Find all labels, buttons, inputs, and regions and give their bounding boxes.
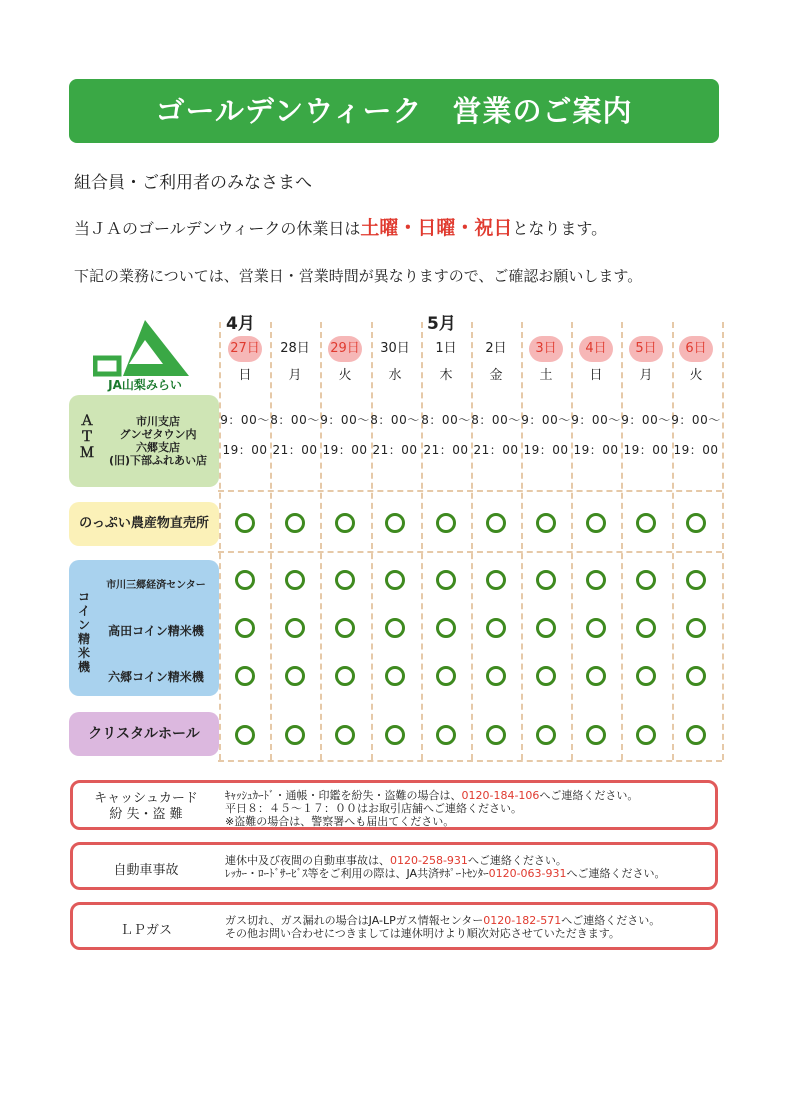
info-text: 平日８：４５〜１７：００はお取引店舗へご連絡ください。 bbox=[225, 802, 522, 815]
open-circle-icon bbox=[536, 513, 556, 533]
holiday-days: 土曜・日曜・祝日 bbox=[360, 217, 513, 239]
open-circle-icon bbox=[436, 513, 456, 533]
greeting: 組合員・ご利用者のみなさまへ bbox=[74, 173, 312, 193]
holiday-line bbox=[74, 213, 607, 240]
open-circle-icon bbox=[385, 618, 405, 638]
day-date: 28日 bbox=[280, 341, 310, 356]
grid-hline bbox=[218, 551, 722, 553]
open-circle-icon bbox=[235, 618, 255, 638]
open-circle-icon bbox=[586, 666, 606, 686]
info-cashcard-body bbox=[225, 789, 638, 828]
title-banner bbox=[69, 79, 719, 143]
atm-open-time: 9：00〜 bbox=[621, 413, 671, 427]
open-circle-icon bbox=[586, 513, 606, 533]
coin-row-label: 高田コイン精米機 bbox=[108, 624, 204, 638]
grid-vline bbox=[672, 322, 674, 760]
day-date: 2日 bbox=[485, 341, 507, 356]
day-weekday: 日 bbox=[238, 368, 252, 383]
open-circle-icon bbox=[486, 725, 506, 745]
atm-close-time: 21：00 bbox=[372, 443, 418, 457]
day-weekday: 水 bbox=[388, 368, 402, 383]
atm-open-time: 9：00〜 bbox=[671, 413, 721, 427]
open-circle-icon bbox=[536, 618, 556, 638]
info-lpgas-label: ＬＰガス bbox=[119, 923, 172, 938]
day-weekday: 火 bbox=[338, 368, 352, 383]
open-circle-icon bbox=[385, 725, 405, 745]
grid-vline bbox=[521, 322, 523, 760]
day-date: 30日 bbox=[380, 341, 410, 356]
day-weekday: 土 bbox=[539, 368, 553, 383]
atm-close-time: 19：00 bbox=[673, 443, 719, 457]
open-circle-icon bbox=[235, 725, 255, 745]
open-circle-icon bbox=[636, 725, 656, 745]
open-circle-icon bbox=[686, 618, 706, 638]
crystal-label: クリスタルホール bbox=[88, 726, 200, 742]
info-car-body bbox=[225, 854, 666, 880]
open-circle-icon bbox=[436, 725, 456, 745]
grid-vline bbox=[371, 322, 373, 760]
open-circle-icon bbox=[335, 618, 355, 638]
phone-number: 0120-063-931 bbox=[488, 867, 567, 880]
atm-heading: ＡＴＭ bbox=[80, 413, 94, 461]
info-lpgas-body bbox=[225, 914, 660, 940]
open-circle-icon bbox=[636, 570, 656, 590]
nopporui-label: のっぷい農産物直売所 bbox=[79, 516, 209, 531]
nopporui-label-box bbox=[69, 502, 219, 546]
info-car-accident bbox=[70, 842, 718, 890]
open-circle-icon bbox=[285, 570, 305, 590]
open-circle-icon bbox=[536, 666, 556, 686]
atm-location: グンゼタウン内 bbox=[119, 428, 197, 441]
grid-hline bbox=[218, 490, 722, 492]
info-car-label: 自動車事故 bbox=[113, 863, 179, 878]
open-circle-icon bbox=[536, 570, 556, 590]
open-circle-icon bbox=[636, 513, 656, 533]
open-circle-icon bbox=[235, 570, 255, 590]
day-date: 29日 bbox=[328, 336, 362, 362]
info-text: その他お問い合わせにつきましては連休明けより順次対応させていただきます。 bbox=[225, 927, 620, 940]
grid-vline bbox=[571, 322, 573, 760]
coin-row-label: 市川三郷経済センター bbox=[106, 580, 206, 591]
holiday-line-post: となります。 bbox=[512, 219, 608, 238]
open-circle-icon bbox=[586, 570, 606, 590]
coin-row-label: 六郷コイン精米機 bbox=[108, 670, 204, 684]
open-circle-icon bbox=[285, 666, 305, 686]
info-cashcard bbox=[70, 780, 718, 830]
atm-open-time: 8：00〜 bbox=[421, 413, 471, 427]
open-circle-icon bbox=[335, 725, 355, 745]
atm-location: (旧)下部ふれあい店 bbox=[108, 454, 208, 467]
open-circle-icon bbox=[335, 666, 355, 686]
open-circle-icon bbox=[486, 618, 506, 638]
open-circle-icon bbox=[285, 513, 305, 533]
open-circle-icon bbox=[385, 666, 405, 686]
grid-hline bbox=[218, 760, 722, 762]
atm-open-time: 9：00〜 bbox=[571, 413, 621, 427]
month-april: 4月 bbox=[226, 314, 255, 334]
grid-vline bbox=[270, 322, 272, 760]
atm-location: 市川支店 bbox=[136, 415, 180, 428]
info-lpgas bbox=[70, 902, 718, 950]
open-circle-icon bbox=[385, 570, 405, 590]
open-circle-icon bbox=[636, 666, 656, 686]
info-text: ※盗難の場合は、警察署へも届出てください。 bbox=[225, 815, 455, 828]
day-weekday: 月 bbox=[288, 368, 302, 383]
month-may: 5月 bbox=[427, 314, 456, 334]
phone-number: 0120-184-106 bbox=[461, 789, 540, 802]
atm-close-time: 21：00 bbox=[272, 443, 318, 457]
open-circle-icon bbox=[335, 513, 355, 533]
info-label-line: 紛 失・盗 難 bbox=[109, 807, 183, 822]
grid-vline bbox=[471, 322, 473, 760]
atm-close-time: 19：00 bbox=[322, 443, 368, 457]
open-circle-icon bbox=[686, 725, 706, 745]
open-circle-icon bbox=[586, 618, 606, 638]
day-weekday: 日 bbox=[589, 368, 603, 383]
open-circle-icon bbox=[285, 725, 305, 745]
open-circle-icon bbox=[335, 570, 355, 590]
open-circle-icon bbox=[586, 725, 606, 745]
day-weekday: 月 bbox=[639, 368, 653, 383]
page-title: ゴールデンウィーク 営業のご案内 bbox=[155, 94, 633, 128]
crystal-label-box bbox=[69, 712, 219, 756]
phone-number: 0120-258-931 bbox=[390, 854, 468, 867]
info-text: へご連絡ください。 bbox=[467, 854, 567, 867]
open-circle-icon bbox=[436, 618, 456, 638]
atm-label-box bbox=[69, 395, 219, 487]
notice-text: 下記の業務については、営業日・営業時間が異なりますので、ご確認お願いします。 bbox=[74, 267, 643, 285]
open-circle-icon bbox=[536, 725, 556, 745]
open-circle-icon bbox=[486, 513, 506, 533]
coin-label-box bbox=[69, 560, 219, 696]
day-date: 5日 bbox=[629, 336, 663, 362]
atm-open-time: 9：00〜 bbox=[320, 413, 370, 427]
open-circle-icon bbox=[285, 618, 305, 638]
open-circle-icon bbox=[636, 618, 656, 638]
open-circle-icon bbox=[385, 513, 405, 533]
atm-close-time: 19：00 bbox=[573, 443, 619, 457]
info-cashcard-label bbox=[73, 791, 219, 823]
open-circle-icon bbox=[436, 570, 456, 590]
atm-close-time: 19：00 bbox=[222, 443, 268, 457]
coin-heading: コイン精米機 bbox=[77, 590, 90, 674]
atm-close-time: 19：00 bbox=[523, 443, 569, 457]
atm-close-time: 19：00 bbox=[623, 443, 669, 457]
info-text: ﾚｯｶｰ・ﾛｰﾄﾞｻｰﾋﾞｽ等をご利用の際は、JA共済ｻﾎﾟｰﾄｾﾝﾀｰ bbox=[225, 867, 489, 880]
info-text: 連休中及び夜間の自動車事故は、 bbox=[225, 854, 390, 867]
open-circle-icon bbox=[436, 666, 456, 686]
atm-open-time: 9：00〜 bbox=[220, 413, 270, 427]
atm-close-time: 21：00 bbox=[473, 443, 519, 457]
open-circle-icon bbox=[486, 570, 506, 590]
open-circle-icon bbox=[686, 513, 706, 533]
day-weekday: 金 bbox=[489, 368, 503, 383]
info-text: へご連絡ください。 bbox=[539, 789, 639, 802]
info-text: へご連絡ください。 bbox=[566, 867, 666, 880]
info-label-line: キャッシュカード bbox=[94, 791, 198, 806]
atm-open-time: 8：00〜 bbox=[270, 413, 320, 427]
grid-vline bbox=[219, 322, 221, 760]
atm-open-time: 8：00〜 bbox=[471, 413, 521, 427]
open-circle-icon bbox=[686, 570, 706, 590]
open-circle-icon bbox=[486, 666, 506, 686]
day-date: 4日 bbox=[579, 336, 613, 362]
atm-open-time: 8：00〜 bbox=[370, 413, 420, 427]
grid-vline bbox=[320, 322, 322, 760]
phone-number: 0120-182-571 bbox=[483, 914, 562, 927]
grid-vline bbox=[421, 322, 423, 760]
day-date: 1日 bbox=[435, 341, 457, 356]
open-circle-icon bbox=[235, 666, 255, 686]
info-text: へご連絡ください。 bbox=[561, 914, 661, 927]
atm-open-time: 9：00〜 bbox=[521, 413, 571, 427]
grid-vline bbox=[621, 322, 623, 760]
day-date: 6日 bbox=[679, 336, 713, 362]
info-text: ｷｬｯｼｭｶｰﾄﾞ・通帳・印鑑を紛失・盗難の場合は、 bbox=[225, 789, 462, 802]
open-circle-icon bbox=[235, 513, 255, 533]
atm-locations bbox=[97, 415, 219, 467]
day-date: 27日 bbox=[228, 336, 262, 362]
day-weekday: 火 bbox=[689, 368, 703, 383]
day-date: 3日 bbox=[529, 336, 563, 362]
open-circle-icon bbox=[686, 666, 706, 686]
day-weekday: 木 bbox=[439, 368, 453, 383]
atm-close-time: 21：00 bbox=[423, 443, 469, 457]
logo-text: JA山梨みらい bbox=[108, 378, 182, 392]
info-text: ガス切れ、ガス漏れの場合はJA-LPガス情報センター bbox=[225, 914, 484, 927]
holiday-line-pre: 当ＪＡのゴールデンウィークの休業日は bbox=[74, 219, 361, 238]
grid-vline bbox=[722, 322, 724, 760]
atm-location: 六郷支店 bbox=[136, 441, 180, 454]
